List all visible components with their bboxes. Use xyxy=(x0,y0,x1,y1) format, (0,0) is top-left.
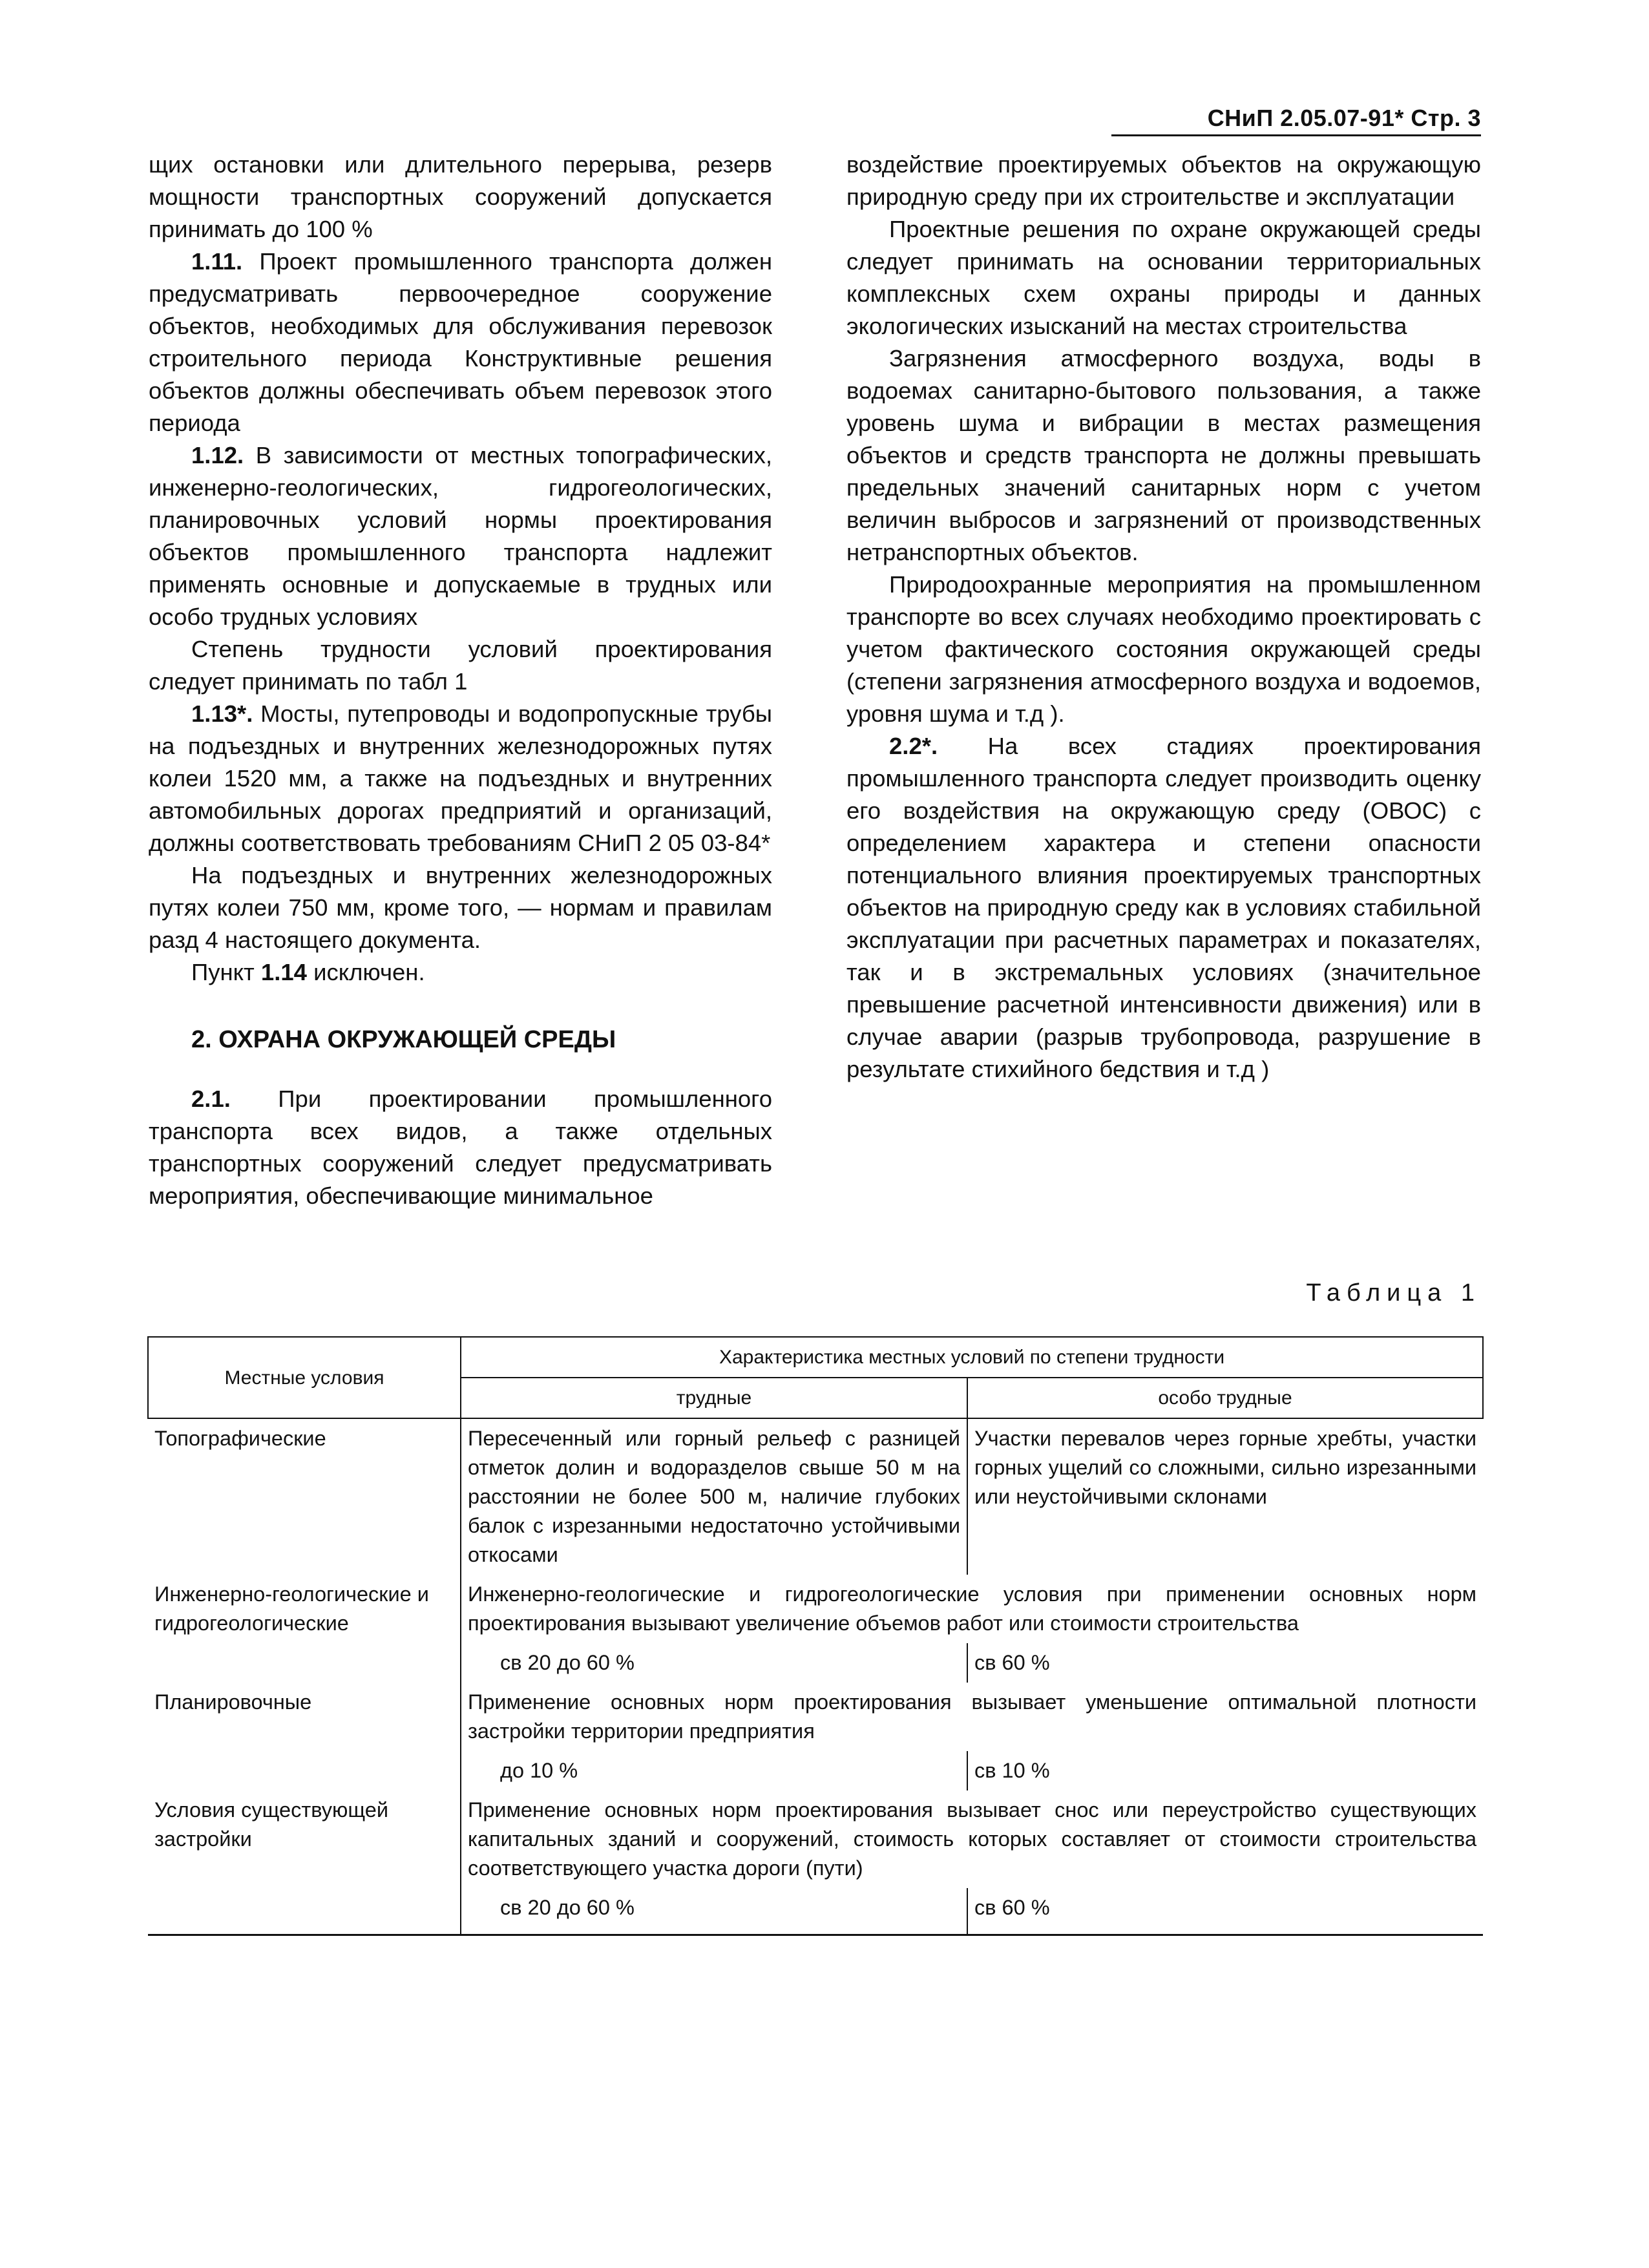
cell-hard: до 10 % xyxy=(500,1759,578,1782)
clause-text: Мосты, путепроводы и водопропускные трубы на подъездных и внутренних железнодорожных путях колеи 1520 мм, а также на подъездных и внутренних автомобильных дорогах предприятий и организаций, должны соответствовать требованиям СНиП 2 05 03-84* xyxy=(149,700,772,856)
clause-text: На всех стадиях проектирования промышленного транспорта следует производить оценку его воздействия на окружающую среду (ОВОС) с определением характера и степени опасности потенциального влияния проектируемых транспортных объектов на природную среду как в условиях стабильной эксплуатации при расчетных параметрах и показателях, так и в экстремальных условиях (значительное превышение расчетной интенсивности движения) или в случае аварии (разрыв трубопровода, разрушение в результате стихийного бедствия и т.д ) xyxy=(846,733,1481,1082)
clause-number: 1.13*. xyxy=(191,700,253,727)
cell-hard: св 20 до 60 % xyxy=(500,1651,635,1674)
row-name: Условия существующей застройки xyxy=(148,1790,461,1935)
clause-number: 2.1. xyxy=(191,1086,231,1112)
paragraph: Загрязнения атмосферного воздуха, воды в водоемах санитарно-бытового пользования, а также уровень шума и вибрации в местах размещения объектов и средств транспорта не должны превышать предельных значений санитарных норм с учетом величин выбросов и загрязнений от производственных нетранспортных объектов. xyxy=(846,345,1481,565)
row-name: Планировочные xyxy=(148,1683,461,1790)
clause-number: 2.2*. xyxy=(889,733,938,759)
clause-prefix: Пункт xyxy=(191,959,261,985)
cell-common: Применение основных норм проектирования вызывает снос или переустройство существующих капитальных зданий и сооружений, стоимость которых составляет от стоимости строительства соответствующего участка дороги (пути) xyxy=(468,1798,1477,1880)
page-header: СНиП 2.05.07-91* Стр. 3 xyxy=(1111,105,1481,136)
conditions-table xyxy=(147,1336,1484,1936)
cell-very-hard: св 60 % xyxy=(967,1643,1483,1683)
header-local-conditions: Местные условия xyxy=(148,1337,461,1418)
paragraph: Степень трудности условий проектирования следует принимать по табл 1 xyxy=(149,636,772,695)
table-caption: Таблица 1 xyxy=(1306,1279,1481,1307)
paragraph: Природоохранные мероприятия на промышленном транспорте во всех случаях необходимо проектировать с учетом фактического состояния окружающей среды (степени загрязнения атмосферного воздуха и водоемов, уровня шума и т.д ). xyxy=(846,571,1481,727)
table-row xyxy=(148,1418,1483,1575)
clause-2-2 xyxy=(846,730,1481,1086)
clause-text: В зависимости от местных топографических, инженерно-геологических, гидрогеологических, планировочных условий нормы проектирования объектов промышленного транспорта надлежит применять основные и допускаемые в трудных или особо трудных условиях xyxy=(149,442,772,630)
table-row xyxy=(148,1683,1483,1751)
clause-1-12 xyxy=(149,439,772,633)
clause-text: При проектировании промышленного транспорта всех видов, а также отдельных транспортных сооружений следует предусматривать мероприятия, обеспечивающие минимальное xyxy=(149,1086,772,1209)
cell-very-hard: Участки перевалов через горные хребты, участки горных ущелий со сложными, сильно изрезанными или неустойчивыми склонами xyxy=(974,1427,1477,1508)
clause-2-1 xyxy=(149,1083,772,1212)
clause-number: 1.12. xyxy=(191,442,244,468)
paragraph: щих остановки или длительного перерыва, резерв мощности транспортных сооружений допускается принимать до 100 % xyxy=(149,151,772,242)
cell-common: Применение основных норм проектирования вызывает уменьшение оптимальной плотности застройки территории предприятия xyxy=(468,1690,1477,1743)
clause-1-14 xyxy=(149,956,772,989)
header-very-hard: особо трудные xyxy=(967,1378,1483,1418)
clause-text: Проект промышленного транспорта должен предусматривать первоочередное сооружение объектов, необходимых для обслуживания перевозок строительного периода Конструктивные решения объектов должны обеспечивать объем перевозок этого периода xyxy=(149,248,772,436)
row-name: Топографические xyxy=(148,1418,461,1575)
header-difficulty-group: Характеристика местных условий по степени трудности xyxy=(461,1337,1483,1378)
table-row xyxy=(148,1790,1483,1888)
section-title: 2. ОХРАНА ОКРУЖАЮЩЕЙ СРЕДЫ xyxy=(191,1026,616,1053)
row-name: Инженерно-геологические и гидрогеологические xyxy=(148,1575,461,1683)
paragraph: воздействие проектируемых объектов на окружающую природную среду при их строительстве и эксплуатации xyxy=(846,151,1481,210)
cell-very-hard: св 10 % xyxy=(967,1751,1483,1790)
right-column xyxy=(846,149,1481,1086)
clause-number: 1.11. xyxy=(191,248,243,275)
clause-1-13 xyxy=(149,698,772,859)
paragraph: Проектные решения по охране окружающей среды следует принимать на основании территориальных комплексных схем охраны природы и данных экологических изысканий на местах строительства xyxy=(846,216,1481,339)
clause-text: исключен. xyxy=(306,959,425,985)
header-hard: трудные xyxy=(461,1378,967,1418)
cell-hard: св 20 до 60 % xyxy=(500,1896,635,1919)
paragraph: На подъездных и внутренних железнодорожных путях колеи 750 мм, кроме того, — нормам и правилам разд 4 настоящего документа. xyxy=(149,862,772,953)
cell-hard: Пересеченный или горный рельеф с разницей отметок долин и водоразделов свыше 50 м на расстоянии не более 500 м, наличие глубоких балок с изрезанными недостаточно устойчивыми откосами xyxy=(461,1418,967,1575)
cell-very-hard: св 60 % xyxy=(967,1888,1483,1935)
clause-1-11 xyxy=(149,246,772,439)
cell-common: Инженерно-геологические и гидрогеологические условия при применении основных норм проектирования вызывают увеличение объемов работ или стоимости строительства xyxy=(468,1582,1477,1635)
clause-number: 1.14 xyxy=(260,959,307,985)
left-column xyxy=(149,149,772,1212)
table-row xyxy=(148,1575,1483,1643)
